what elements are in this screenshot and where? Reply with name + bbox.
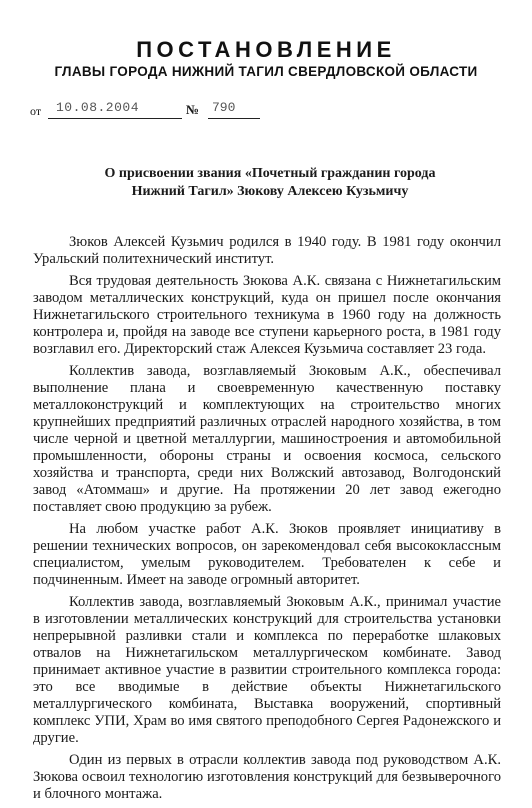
document-number: 790 xyxy=(212,100,236,115)
paragraph: Вся трудовая деятельность Зюкова А.К. связана с Нижнетагильским заводом металлических конструкций, куда он пришел после окончания Нижнетагильского строительного техникума в 1960 году на должность контролера и, пройдя на заводе все ступени карьерного роста, в 1981 году возглавил его. Директорский стаж Алексея Кузьмича составляет 23 года. xyxy=(33,273,501,357)
number-underline xyxy=(208,118,260,119)
document-title: ПОСТАНОВЛЕНИЕ xyxy=(136,37,396,62)
number-label: № xyxy=(186,102,200,117)
paragraph: Зюков Алексей Кузьмич родился в 1940 году. В 1981 году окончил Уральский политехнический институт. xyxy=(33,234,501,267)
paragraph: Коллектив завода, возглавляемый Зюковым А.К., принимал участие в изготовлении металлических конструкций для строительства установки непрерывной разливки стали и комплекса по переработке шлаковых отвалов на Нижнетагильском металлургическом комбинате. Завод принимает активное участие в развитии строительного комплекса города: это все вводимые в действие объекты Нижнетагильского металлургического комбината, Выставка вооружений, спортивный комплекс УПИ, Храм во имя святого преподобного Сергея Радонежского и другие. xyxy=(33,594,501,746)
document-body xyxy=(33,234,501,808)
subject-line-1: О присвоении звания «Почетный гражданин города xyxy=(104,166,436,181)
document-subject xyxy=(60,165,480,201)
paragraph: Коллектив завода, возглавляемый Зюковым А.К., обеспечивал выполнение плана и своевременную качественную поставку металлоконструкций и комплектующих на строительство многих крупнейших предприятий различных отраслей народного хозяйства, в том числе черной и цветной металлургии, машиностроения и автомобильной промышленности, обороны страны и освоения космоса, сельского хозяйства и транспорта, среди них Волжский автозавод, Волгодонский завод «Атоммаш» и другие. На протяжении 20 лет завод ежегодно поставляет свою продукцию за рубеж. xyxy=(33,363,501,515)
paragraph: На любом участке работ А.К. Зюков проявляет инициативу в решении технических вопросов, он зарекомендовал себя высококлассным специалистом, умелым руководителем. Требователен к себе и подчиненным. Имеет на заводе огромный авторитет. xyxy=(33,521,501,588)
document-issuer: ГЛАВЫ ГОРОДА НИЖНИЙ ТАГИЛ СВЕРДЛОВСКОЙ ОБЛАСТИ xyxy=(54,64,478,79)
document-date: 10.08.2004 xyxy=(56,100,140,115)
date-number-row xyxy=(30,96,330,120)
paragraph: Один из первых в отрасли коллектив завода под руководством А.К. Зюкова освоил технологию изготовления конструкций для безвыверочного и блочного монтажа. xyxy=(33,752,501,802)
date-underline xyxy=(48,118,182,119)
from-label: от xyxy=(30,104,42,118)
subject-line-2: Нижний Тагил» Зюкову Алексею Кузьмичу xyxy=(131,184,409,199)
